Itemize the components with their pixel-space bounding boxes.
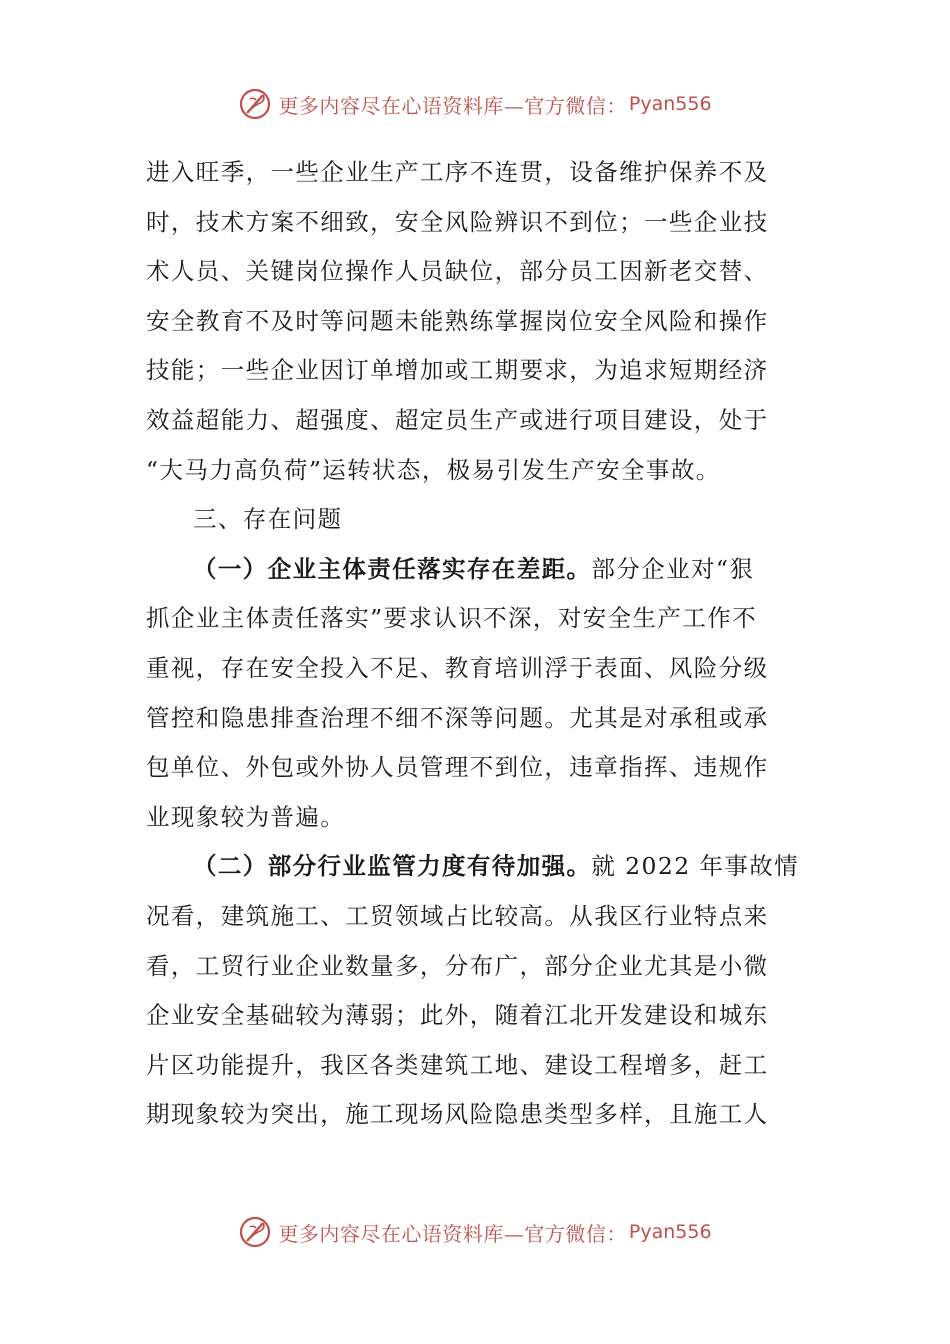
- quill-logo-icon: [238, 1215, 272, 1249]
- document-body: [146, 148, 800, 1140]
- item1-line: 包单位、外包或外协人员管理不到位，违章指挥、违规作: [146, 753, 769, 782]
- item1-title: （一）企业主体责任落实存在差距。: [193, 554, 592, 583]
- item2-first-line-rest: 就 2022 年事故情: [591, 852, 800, 881]
- watermark-handle: Pyan556: [628, 1221, 712, 1243]
- item1-line: 重视，存在安全投入不足、教育培训浮于表面、风险分级: [146, 653, 769, 682]
- watermark-handle: Pyan556: [628, 93, 712, 115]
- item1-line: 抓企业主体责任落实”要求认识不深，对安全生产工作不: [146, 604, 758, 633]
- paragraph-line: 安全教育不及时等问题未能熟练掌握岗位安全风险和操作: [146, 306, 769, 335]
- paragraph-line: 技能；一些企业因订单增加或工期要求，为追求短期经济: [146, 356, 769, 385]
- item1-first-line: [146, 545, 796, 595]
- item2-line: 看，工贸行业企业数量多，分布广，部分企业尤其是小微: [146, 951, 769, 980]
- paragraph-line: “大马力高负荷”运转状态，极易引发生产安全事故。: [146, 455, 721, 484]
- watermark-text: 更多内容尽在心语资料库—官方微信：: [278, 1221, 627, 1246]
- item2-first-line: [146, 842, 800, 892]
- item2-title: （二）部分行业监管力度有待加强。: [193, 852, 592, 881]
- paragraph-line: 效益超能力、超强度、超定员生产或进行项目建设，处于: [146, 405, 769, 434]
- paragraph-line: 进入旺季，一些企业生产工序不连贯，设备维护保养不及: [146, 158, 769, 186]
- item2-line: 片区功能提升，我区各类建筑工地、建设工程增多，赶工: [146, 1050, 769, 1079]
- footer-watermark: [0, 1212, 950, 1252]
- paragraph-line: 时，技术方案不细致，安全风险辨识不到位；一些企业技: [146, 207, 769, 236]
- item1-line: 管控和隐患排查治理不细不深等问题。尤其是对承租或承: [146, 703, 769, 732]
- item2-line: 期现象较为突出，施工现场风险隐患类型多样，且施工人: [146, 1100, 769, 1129]
- paragraph-line: 术人员、关键岗位操作人员缺位，部分员工因新老交替、: [146, 257, 769, 286]
- item2-line: 企业安全基础较为薄弱；此外，随着江北开发建设和城东: [146, 1001, 769, 1030]
- item2-line: 况看，建筑施工、工贸领域占比较高。从我区行业特点来: [146, 901, 769, 930]
- section-heading: 三、存在问题: [193, 505, 343, 534]
- header-watermark: [0, 84, 950, 124]
- item1-first-line-rest: 部分企业对“狠: [591, 554, 755, 583]
- watermark-text: 更多内容尽在心语资料库—官方微信：: [278, 93, 627, 118]
- quill-logo-icon: [238, 87, 272, 121]
- item1-line: 业现象较为普遍。: [146, 802, 346, 831]
